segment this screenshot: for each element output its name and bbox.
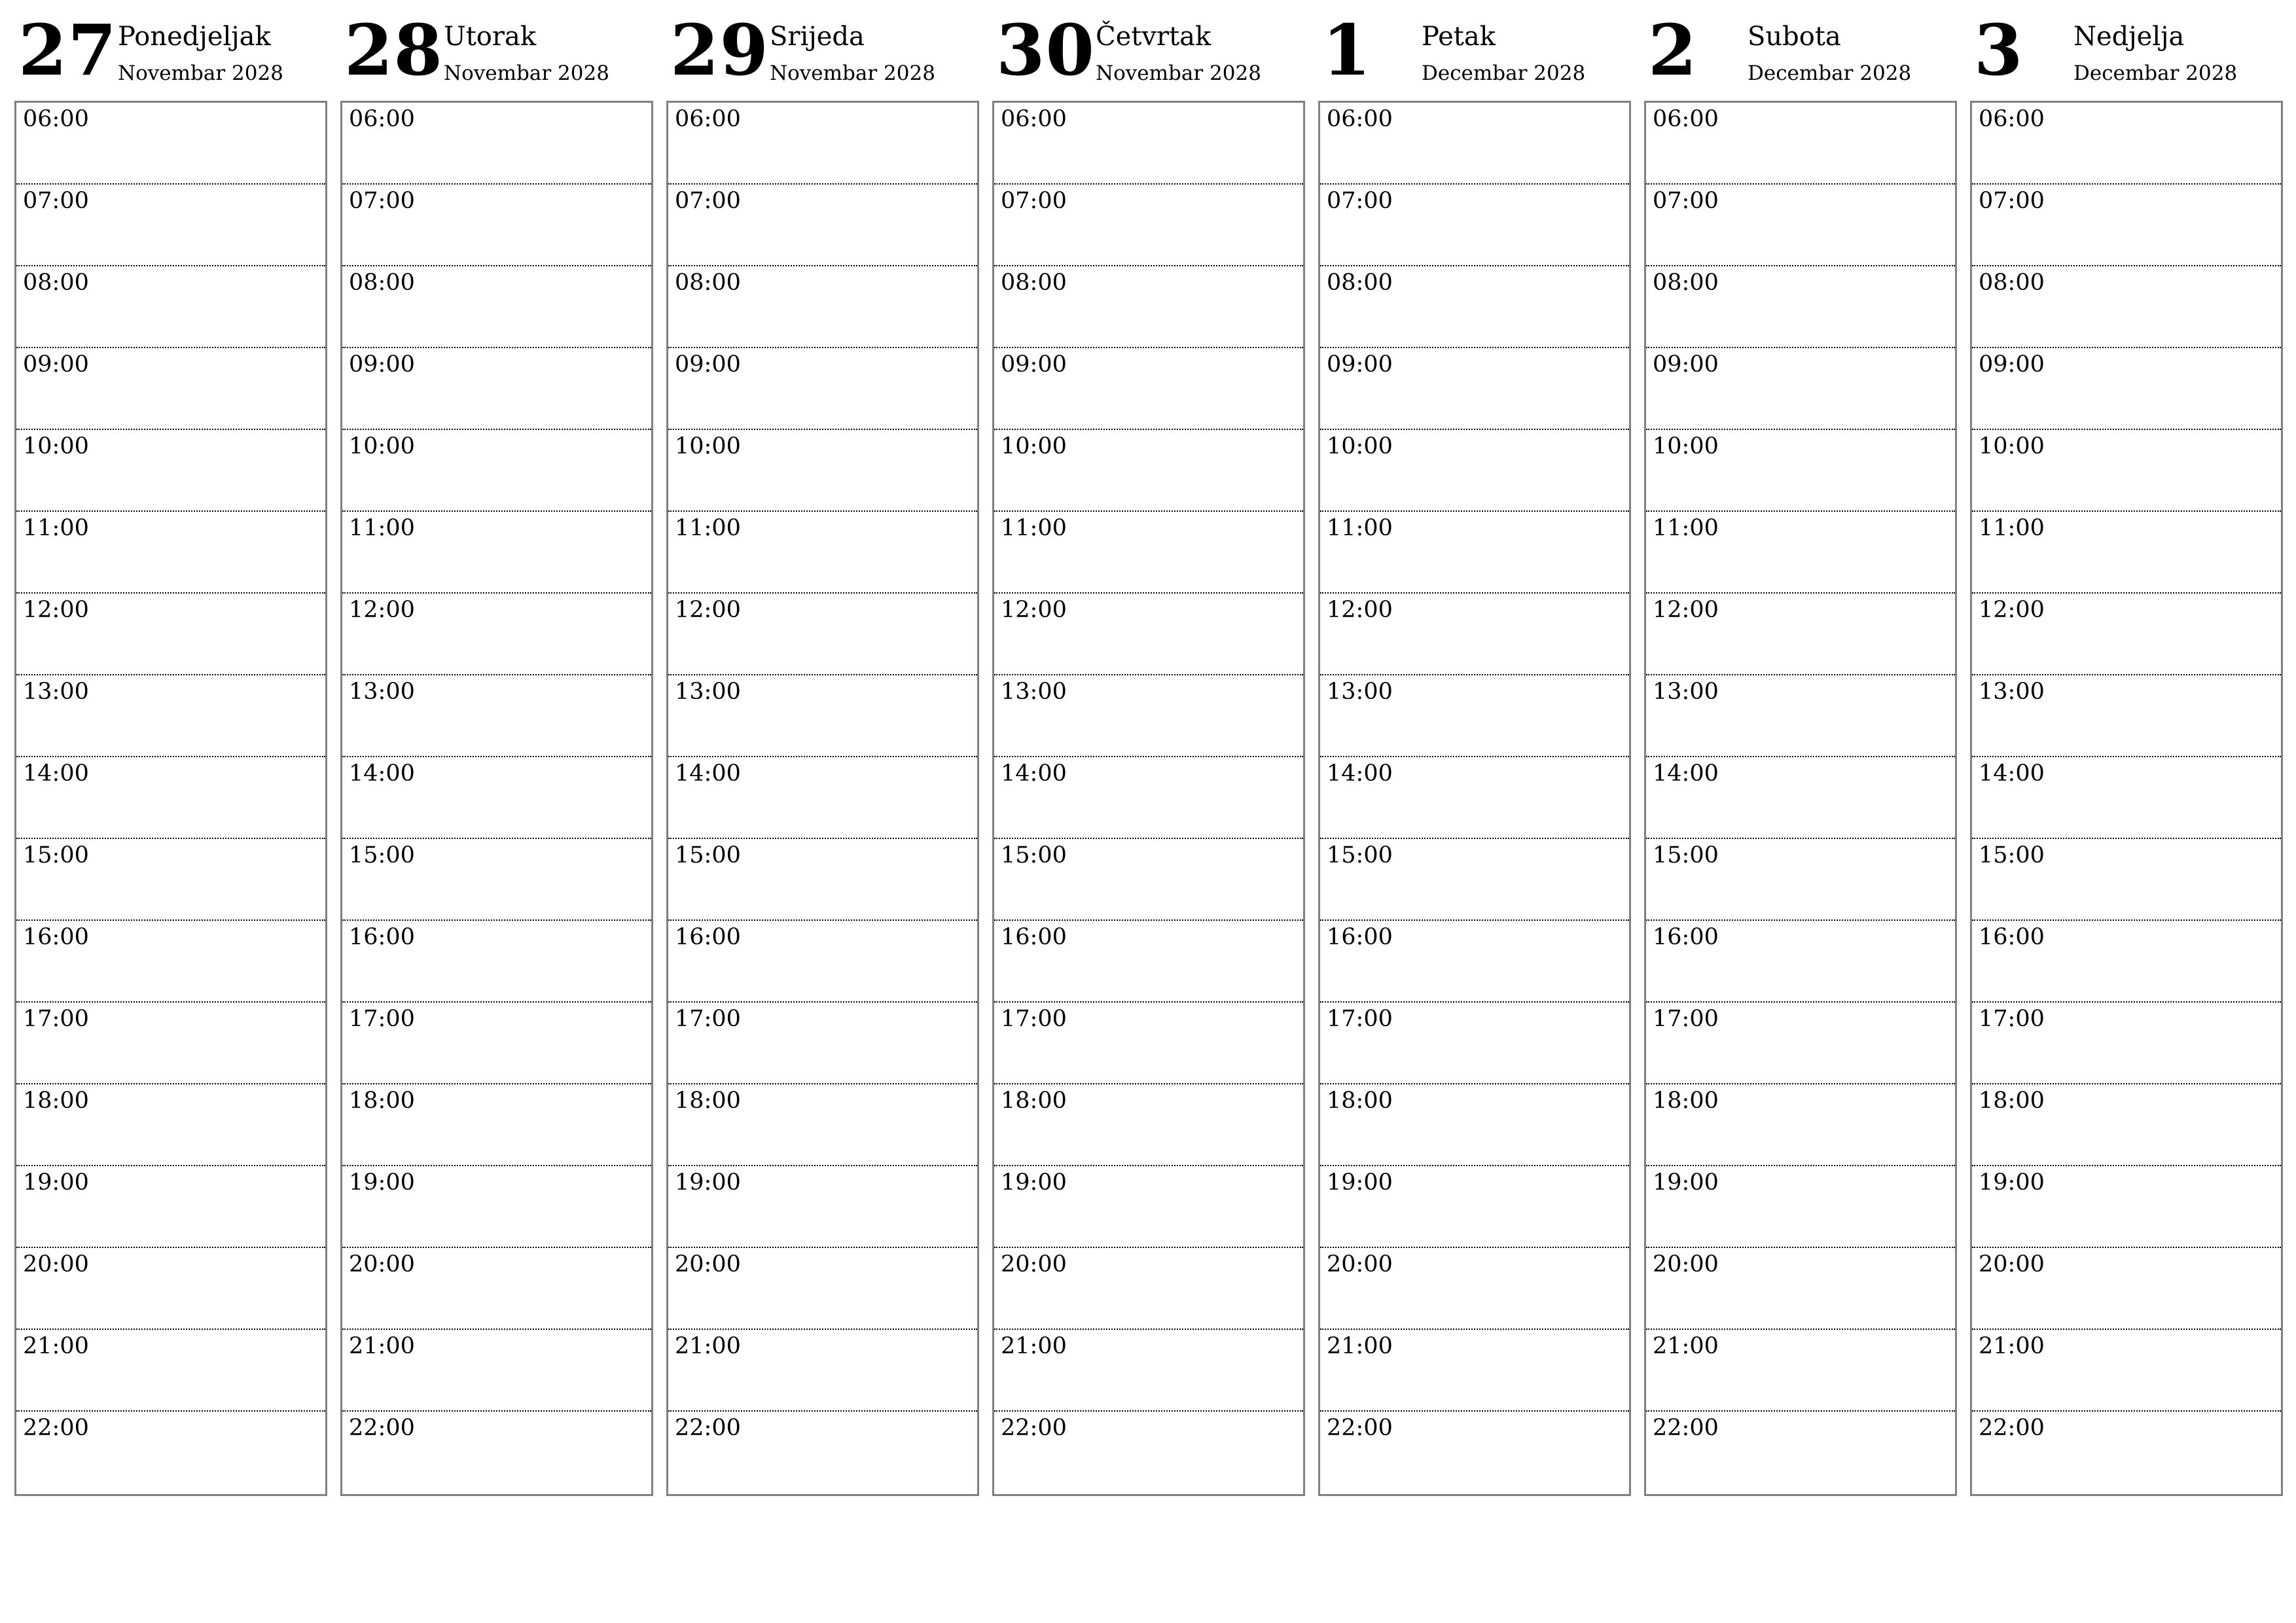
hour-slot[interactable] [16,348,325,430]
hour-label: 11:00 [1653,515,1719,541]
hour-label: 17:00 [1979,1006,2045,1032]
hour-slot[interactable] [1972,757,2281,839]
hour-label: 21:00 [1979,1333,2045,1359]
hour-label: 17:00 [1653,1006,1719,1032]
hour-label: 16:00 [1327,924,1393,950]
hour-slot[interactable] [342,430,651,512]
hour-slot[interactable] [342,103,651,185]
hour-label: 16:00 [1979,924,2045,950]
day-header [1318,0,1630,101]
hour-slot[interactable] [994,839,1303,921]
hour-slot[interactable] [342,1166,651,1248]
hour-slot[interactable] [1320,839,1629,921]
hour-slot[interactable] [994,1003,1303,1084]
hour-label: 10:00 [1001,433,1067,459]
hour-slot[interactable] [16,430,325,512]
hour-label: 09:00 [1327,351,1393,378]
hour-label: 12:00 [349,597,415,623]
hour-slot[interactable] [342,594,651,675]
hour-grid [992,101,1305,1496]
hour-label: 09:00 [1653,351,1719,378]
hour-slot[interactable] [1320,675,1629,757]
hour-label: 19:00 [1327,1169,1393,1196]
hour-label: 15:00 [1653,842,1719,868]
hour-slot[interactable] [1646,839,1955,921]
hour-label: 13:00 [1001,679,1067,705]
hour-label: 15:00 [1979,842,2045,868]
month-year: Novembar 2028 [118,62,283,85]
hour-label: 16:00 [675,924,741,950]
hour-slot[interactable] [1972,1330,2281,1412]
weekday-name: Utorak [444,22,537,52]
hour-grid [666,101,979,1496]
weekday-name: Četvrtak [1096,22,1211,52]
hour-label: 13:00 [349,679,415,705]
hour-label: 12:00 [1327,597,1393,623]
hour-slot[interactable] [342,921,651,1003]
hour-slot[interactable] [1972,266,2281,348]
day-number: 30 [996,10,1095,92]
hour-label: 12:00 [1653,597,1719,623]
hour-slot[interactable] [16,266,325,348]
hour-label: 07:00 [1979,188,2045,214]
hour-slot[interactable] [668,512,977,594]
day-header [1970,0,2282,101]
hour-slot[interactable] [1320,103,1629,185]
hour-slot[interactable] [994,430,1303,512]
hour-label: 10:00 [675,433,741,459]
hour-label: 06:00 [675,106,741,132]
hour-label: 09:00 [1979,351,2045,378]
hour-label: 21:00 [349,1333,415,1359]
day-number: 27 [18,10,117,92]
day-number: 28 [344,10,443,92]
hour-label: 10:00 [349,433,415,459]
day-header [1644,0,1956,101]
hour-label: 21:00 [1327,1333,1393,1359]
hour-label: 08:00 [1979,270,2045,296]
hour-slot[interactable] [342,1248,651,1330]
hour-slot[interactable] [16,839,325,921]
hour-slot[interactable] [342,185,651,266]
hour-label: 06:00 [1979,106,2045,132]
hour-slot[interactable] [1646,103,1955,185]
month-year: Decembar 2028 [1748,62,1912,85]
hour-slot[interactable] [1972,1166,2281,1248]
hour-slot[interactable] [16,185,325,266]
hour-slot[interactable] [1972,185,2281,266]
hour-slot[interactable] [994,1412,1303,1493]
hour-slot[interactable] [994,594,1303,675]
hour-slot[interactable] [16,1412,325,1493]
hour-label: 09:00 [23,351,89,378]
hour-label: 15:00 [1001,842,1067,868]
hour-label: 14:00 [23,760,89,787]
hour-label: 11:00 [1327,515,1393,541]
hour-label: 19:00 [675,1169,741,1196]
hour-slot[interactable] [1320,1412,1629,1493]
hour-slot[interactable] [342,1330,651,1412]
hour-label: 14:00 [1979,760,2045,787]
hour-slot[interactable] [994,675,1303,757]
hour-label: 14:00 [675,760,741,787]
hour-slot[interactable] [668,348,977,430]
hour-label: 14:00 [349,760,415,787]
day-number: 2 [1648,10,1698,92]
hour-slot[interactable] [1646,921,1955,1003]
hour-slot[interactable] [1646,1330,1955,1412]
hour-slot[interactable] [16,757,325,839]
hour-slot[interactable] [1646,594,1955,675]
weekday-name: Petak [1422,22,1496,52]
day-number: 1 [1322,10,1372,92]
hour-label: 09:00 [1001,351,1067,378]
day-number: 29 [670,10,769,92]
hour-slot[interactable] [1646,266,1955,348]
hour-grid [340,101,653,1496]
hour-label: 07:00 [1653,188,1719,214]
hour-label: 11:00 [23,515,89,541]
hour-slot[interactable] [1972,1084,2281,1166]
hour-slot[interactable] [994,512,1303,594]
hour-slot[interactable] [668,675,977,757]
hour-slot[interactable] [342,512,651,594]
hour-slot[interactable] [1646,185,1955,266]
hour-slot[interactable] [994,1330,1303,1412]
hour-label: 15:00 [23,842,89,868]
hour-label: 18:00 [23,1088,89,1114]
hour-label: 07:00 [1327,188,1393,214]
day-column [340,0,652,1441]
hour-slot[interactable] [1646,430,1955,512]
hour-label: 07:00 [1001,188,1067,214]
hour-label: 10:00 [1653,433,1719,459]
month-year: Decembar 2028 [2073,62,2238,85]
hour-label: 18:00 [1979,1088,2045,1114]
hour-slot[interactable] [1646,348,1955,430]
hour-slot[interactable] [1972,675,2281,757]
hour-slot[interactable] [994,921,1303,1003]
hour-slot[interactable] [1972,1248,2281,1330]
hour-label: 13:00 [1327,679,1393,705]
hour-slot[interactable] [1972,839,2281,921]
hour-slot[interactable] [994,1248,1303,1330]
hour-slot[interactable] [668,921,977,1003]
hour-label: 08:00 [675,270,741,296]
hour-label: 19:00 [349,1169,415,1196]
hour-label: 18:00 [1653,1088,1719,1114]
hour-label: 20:00 [1979,1251,2045,1277]
hour-slot[interactable] [16,1330,325,1412]
day-header [340,0,652,101]
day-header [666,0,978,101]
hour-slot[interactable] [16,1166,325,1248]
hour-slot[interactable] [994,266,1303,348]
hour-label: 08:00 [1001,270,1067,296]
hour-slot[interactable] [1972,1003,2281,1084]
hour-label: 15:00 [675,842,741,868]
hour-label: 22:00 [675,1415,741,1441]
hour-slot[interactable] [668,839,977,921]
hour-grid [1644,101,1957,1496]
hour-label: 17:00 [349,1006,415,1032]
hour-label: 17:00 [675,1006,741,1032]
hour-grid [14,101,327,1496]
hour-label: 15:00 [349,842,415,868]
hour-slot[interactable] [1972,103,2281,185]
day-column [1970,0,2282,1441]
hour-label: 09:00 [349,351,415,378]
hour-slot[interactable] [342,1003,651,1084]
hour-slot[interactable] [1320,1084,1629,1166]
hour-label: 13:00 [1979,679,2045,705]
hour-slot[interactable] [1646,1412,1955,1493]
hour-label: 09:00 [675,351,741,378]
day-column [14,0,326,1441]
hour-label: 13:00 [1653,679,1719,705]
weekday-name: Subota [1748,22,1841,52]
hour-slot[interactable] [1972,430,2281,512]
month-year: Novembar 2028 [770,62,935,85]
hour-label: 12:00 [23,597,89,623]
hour-slot[interactable] [1320,921,1629,1003]
hour-slot[interactable] [16,1084,325,1166]
hour-label: 10:00 [1327,433,1393,459]
hour-label: 17:00 [23,1006,89,1032]
hour-label: 21:00 [675,1333,741,1359]
month-year: Novembar 2028 [444,62,609,85]
day-column [666,0,978,1441]
hour-slot[interactable] [1320,266,1629,348]
hour-label: 14:00 [1001,760,1067,787]
hour-slot[interactable] [1646,1003,1955,1084]
hour-slot[interactable] [668,103,977,185]
hour-label: 15:00 [1327,842,1393,868]
hour-label: 20:00 [23,1251,89,1277]
hour-label: 16:00 [349,924,415,950]
hour-label: 11:00 [349,515,415,541]
hour-slot[interactable] [1972,512,2281,594]
hour-slot[interactable] [1320,348,1629,430]
weekday-name: Ponedjeljak [118,22,271,52]
hour-label: 06:00 [1327,106,1393,132]
hour-slot[interactable] [16,675,325,757]
hour-label: 22:00 [349,1415,415,1441]
hour-slot[interactable] [1320,1003,1629,1084]
hour-label: 20:00 [1001,1251,1067,1277]
hour-label: 18:00 [675,1088,741,1114]
hour-label: 08:00 [1653,270,1719,296]
hour-slot[interactable] [1972,594,2281,675]
hour-label: 21:00 [1001,1333,1067,1359]
hour-label: 10:00 [23,433,89,459]
hour-label: 17:00 [1001,1006,1067,1032]
hour-label: 16:00 [23,924,89,950]
hour-slot[interactable] [1646,512,1955,594]
hour-slot[interactable] [16,512,325,594]
hour-slot[interactable] [342,348,651,430]
hour-slot[interactable] [668,1412,977,1493]
hour-slot[interactable] [1320,1248,1629,1330]
hour-slot[interactable] [668,1003,977,1084]
hour-label: 22:00 [1001,1415,1067,1441]
hour-slot[interactable] [1320,757,1629,839]
hour-slot[interactable] [668,1084,977,1166]
hour-slot[interactable] [342,1412,651,1493]
hour-label: 19:00 [1001,1169,1067,1196]
hour-slot[interactable] [1320,512,1629,594]
hour-slot[interactable] [16,1003,325,1084]
hour-slot[interactable] [668,266,977,348]
hour-label: 22:00 [1979,1415,2045,1441]
hour-slot[interactable] [342,757,651,839]
hour-label: 18:00 [1001,1088,1067,1114]
hour-slot[interactable] [16,1248,325,1330]
hour-label: 06:00 [23,106,89,132]
hour-slot[interactable] [994,1166,1303,1248]
hour-label: 20:00 [349,1251,415,1277]
hour-label: 20:00 [675,1251,741,1277]
hour-slot[interactable] [994,103,1303,185]
day-column [992,0,1304,1441]
hour-label: 20:00 [1653,1251,1719,1277]
hour-slot[interactable] [1646,1248,1955,1330]
day-column [1644,0,1956,1441]
hour-label: 11:00 [1001,515,1067,541]
hour-label: 22:00 [1653,1415,1719,1441]
hour-slot[interactable] [994,1084,1303,1166]
hour-label: 07:00 [349,188,415,214]
hour-slot[interactable] [994,348,1303,430]
hour-label: 06:00 [1001,106,1067,132]
hour-slot[interactable] [668,1330,977,1412]
day-column [1318,0,1630,1441]
hour-label: 13:00 [23,679,89,705]
hour-label: 14:00 [1327,760,1393,787]
hour-label: 16:00 [1001,924,1067,950]
hour-slot[interactable] [1320,1330,1629,1412]
hour-label: 06:00 [1653,106,1719,132]
hour-label: 07:00 [23,188,89,214]
hour-label: 14:00 [1653,760,1719,787]
hour-label: 11:00 [675,515,741,541]
hour-slot[interactable] [1320,430,1629,512]
hour-slot[interactable] [994,757,1303,839]
hour-label: 07:00 [675,188,741,214]
hour-label: 19:00 [23,1169,89,1196]
hour-slot[interactable] [1646,1084,1955,1166]
hour-label: 10:00 [1979,433,2045,459]
hour-slot[interactable] [1972,348,2281,430]
hour-slot[interactable] [1646,757,1955,839]
hour-label: 08:00 [349,270,415,296]
hour-label: 08:00 [1327,270,1393,296]
hour-slot[interactable] [668,1166,977,1248]
hour-slot[interactable] [342,266,651,348]
hour-slot[interactable] [342,1084,651,1166]
hour-label: 13:00 [675,679,741,705]
hour-label: 12:00 [675,597,741,623]
hour-label: 21:00 [23,1333,89,1359]
hour-slot[interactable] [668,757,977,839]
hour-label: 17:00 [1327,1006,1393,1032]
day-header [14,0,326,101]
hour-label: 22:00 [1327,1415,1393,1441]
hour-label: 08:00 [23,270,89,296]
hour-slot[interactable] [1972,921,2281,1003]
hour-slot[interactable] [16,921,325,1003]
hour-grid [1318,101,1631,1496]
hour-label: 19:00 [1979,1169,2045,1196]
hour-label: 12:00 [1979,597,2045,623]
hour-slot[interactable] [668,430,977,512]
hour-slot[interactable] [1320,594,1629,675]
hour-slot[interactable] [1972,1412,2281,1493]
month-year: Novembar 2028 [1096,62,1261,85]
hour-label: 20:00 [1327,1251,1393,1277]
hour-slot[interactable] [342,675,651,757]
hour-slot[interactable] [342,839,651,921]
hour-label: 18:00 [349,1088,415,1114]
hour-slot[interactable] [994,185,1303,266]
hour-slot[interactable] [16,103,325,185]
hour-grid [1970,101,2283,1496]
hour-slot[interactable] [1320,1166,1629,1248]
day-number: 3 [1974,10,2024,92]
month-year: Decembar 2028 [1422,62,1586,85]
hour-slot[interactable] [668,185,977,266]
weekday-name: Srijeda [770,22,865,52]
day-header [992,0,1304,101]
hour-label: 11:00 [1979,515,2045,541]
hour-slot[interactable] [1646,1166,1955,1248]
hour-label: 18:00 [1327,1088,1393,1114]
hour-label: 06:00 [349,106,415,132]
hour-label: 12:00 [1001,597,1067,623]
hour-slot[interactable] [668,594,977,675]
hour-slot[interactable] [1646,675,1955,757]
hour-label: 21:00 [1653,1333,1719,1359]
weekday-name: Nedjelja [2073,22,2185,52]
hour-slot[interactable] [668,1248,977,1330]
hour-label: 16:00 [1653,924,1719,950]
hour-slot[interactable] [1320,185,1629,266]
hour-label: 22:00 [23,1415,89,1441]
hour-label: 19:00 [1653,1169,1719,1196]
hour-slot[interactable] [16,594,325,675]
